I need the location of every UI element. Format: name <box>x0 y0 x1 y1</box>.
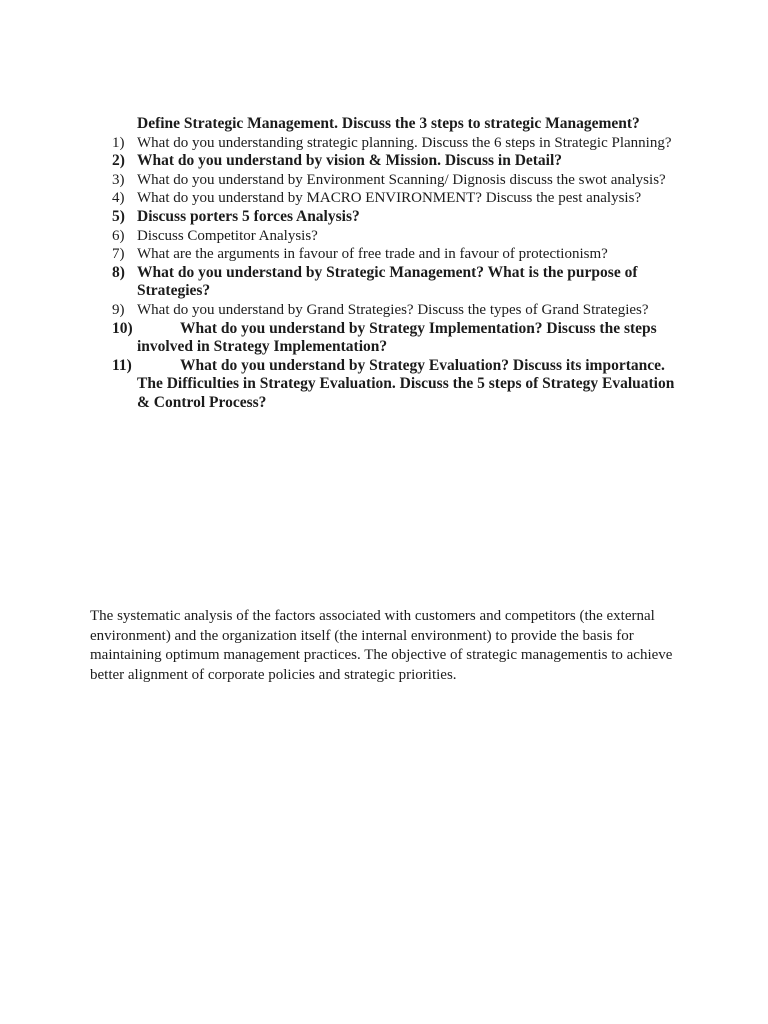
item-text: Discuss porters 5 forces Analysis? <box>137 207 360 225</box>
list-item <box>112 189 687 208</box>
item-text: What do you understand by vision & Mission. Discuss in Detail? <box>137 152 563 170</box>
item-text: Define Strategic Management. Discuss the 3 steps to strategic Management? <box>137 115 640 132</box>
item-number: 3) <box>112 171 125 188</box>
item-number: 10) <box>112 319 133 337</box>
list-item <box>112 134 687 153</box>
definition-paragraph: The systematic analysis of the factors associated with customers and competitors (the external environment) and the organization itself (the internal environment) to provide the basis for maintaining optimum management practices. The objective of strategic managementis to achieve better alignment of corporate policies and strategic priorities. <box>90 608 673 683</box>
item-number: 9) <box>112 301 125 318</box>
list-item <box>112 357 687 413</box>
list-item <box>112 171 687 190</box>
item-number: 11) <box>112 356 132 374</box>
list-item <box>112 227 687 246</box>
list-item <box>112 245 687 264</box>
item-number: 8) <box>112 263 125 281</box>
item-number: 7) <box>112 246 125 263</box>
item-text: What do you understand by Grand Strategies? Discuss the types of Grand Strategies? <box>137 301 649 318</box>
item-text: What do you understanding strategic planning. Discuss the 6 steps in Strategic Planning? <box>137 134 672 151</box>
item-text: What do you understand by MACRO ENVIRONMENT? Discuss the pest analysis? <box>137 190 642 207</box>
item-number: 2) <box>112 152 125 170</box>
item-number: 1) <box>112 134 125 151</box>
item-text: Discuss Competitor Analysis? <box>137 227 318 244</box>
item-number: 5) <box>112 207 125 225</box>
item-number: 4) <box>112 190 125 207</box>
item-text: What do you understand by Strategy Evaluation? Discuss its importance. The Difficulties in Strategy Evaluation. Discuss the 5 steps of Strategy Evaluation & Control Process? <box>137 356 675 411</box>
list-item <box>112 264 687 301</box>
list-item <box>112 115 687 134</box>
item-text: What are the arguments in favour of free trade and in favour of protectionism? <box>137 246 608 263</box>
list-item <box>112 208 687 227</box>
item-text: What do you understand by Strategic Management? What is the purpose of Strategies? <box>137 263 638 300</box>
item-number: 6) <box>112 227 125 244</box>
list-item <box>112 152 687 171</box>
item-text: What do you understand by Strategy Implementation? Discuss the steps involved in Strategy Implementation? <box>137 319 657 356</box>
question-list <box>112 115 687 413</box>
list-item <box>112 320 687 357</box>
list-item <box>112 301 687 320</box>
item-text: What do you understand by Environment Scanning/ Dignosis discuss the swot analysis? <box>137 171 666 188</box>
